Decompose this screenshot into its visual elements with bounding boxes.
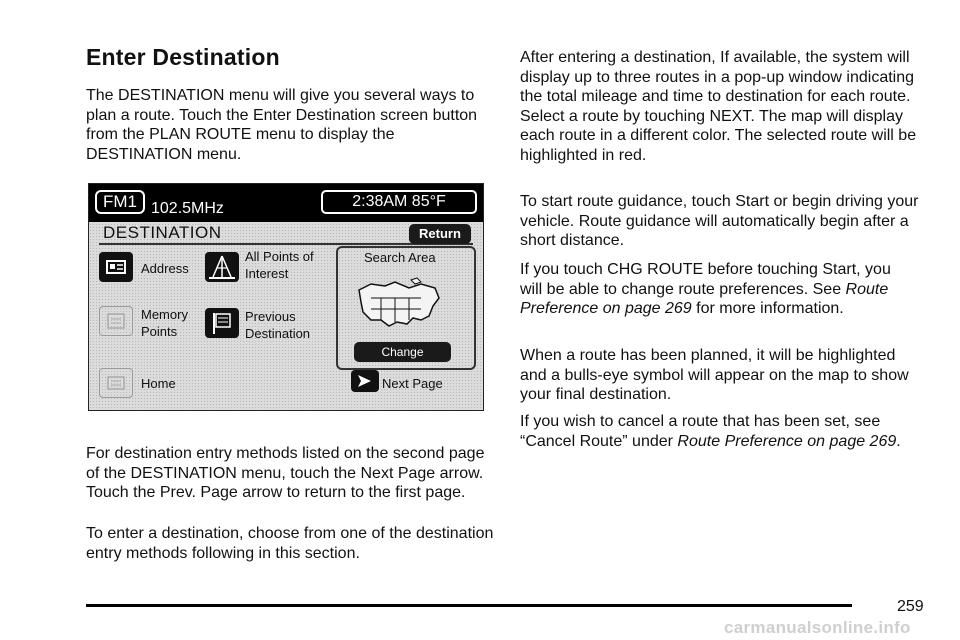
home-button[interactable]	[99, 368, 133, 398]
previous-label-line2: Destination	[245, 326, 311, 341]
memory-label	[141, 306, 188, 340]
planned-paragraph: When a route has been planned, it will be highlighted and a bulls-eye symbol will appear on the map to show your final destination.	[520, 347, 909, 403]
search-area-label: Search Area	[364, 250, 436, 265]
home-label: Home	[141, 376, 176, 391]
status-bar	[89, 184, 483, 222]
menu-title: DESTINATION	[103, 223, 222, 242]
points-of-interest-button[interactable]	[205, 252, 239, 282]
band-button[interactable]: FM1	[95, 190, 145, 214]
next-page-label: Next Page	[382, 376, 443, 391]
return-button[interactable]: Return	[409, 224, 471, 244]
cancel-reference: Route Preference on page 269	[677, 432, 897, 450]
destination-screen	[88, 183, 484, 411]
intro-paragraph: The DESTINATION menu will give you several ways to plan a route. Touch the Enter Destination screen button from the PLAN ROUTE menu to display the DESTINATION menu.	[86, 87, 478, 163]
poi-label	[245, 248, 314, 282]
page-title: Enter Destination	[86, 44, 280, 70]
previous-destination-button[interactable]	[205, 308, 239, 338]
page-number: 259	[897, 598, 924, 615]
frequency-readout: 102.5MHz	[151, 200, 224, 217]
flag-icon	[205, 308, 239, 338]
cancel-paragraph	[520, 412, 910, 451]
address-label: Address	[141, 261, 189, 276]
arrow-right-icon	[351, 370, 379, 392]
cancel-text: If you wish to cancel a route that has been set, see “Cancel Route” under	[520, 413, 881, 450]
memory-label-line1: Memory	[141, 307, 188, 322]
north-america-map-icon	[351, 276, 447, 336]
chg-route-text-end: for more information.	[696, 300, 844, 317]
chg-route-paragraph	[520, 260, 910, 319]
address-button[interactable]	[99, 252, 133, 282]
address-icon	[99, 252, 133, 282]
routes-paragraph: After entering a destination, If available, the system will display up to three routes in a pop-up window indicating the total mileage and time to destination for each route. Select a route by touching NEXT. The map will display each route in a different color. The selected route will be highlighted in red.	[520, 49, 917, 164]
previous-label-line1: Previous	[245, 309, 296, 324]
second-page-paragraph: For destination entry methods listed on the second page of the DESTINATION menu, touch the Next Page arrow. Touch the Prev. Page arrow to return to the first page.	[86, 445, 485, 501]
home-icon	[100, 369, 132, 397]
landmark-icon	[205, 252, 239, 282]
poi-label-line1: All Points of	[245, 249, 314, 264]
memory-points-button[interactable]	[99, 306, 133, 336]
memory-icon	[100, 307, 132, 335]
poi-label-line2: Interest	[245, 266, 289, 281]
memory-label-line2: Points	[141, 324, 178, 339]
entry-method-paragraph: To enter a destination, choose from one of the destination entry methods following in this section.	[86, 525, 494, 562]
chg-route-reference: Route Preference on page 269	[520, 280, 889, 317]
change-button[interactable]: Change	[354, 342, 451, 362]
footer-rule	[86, 604, 852, 607]
previous-label	[245, 308, 310, 342]
time-temperature-readout: 2:38AM 85°F	[321, 190, 477, 214]
chg-route-text: If you touch CHG ROUTE before touching Start, you will be able to change route preferences. See	[520, 261, 891, 298]
guidance-paragraph: To start route guidance, touch Start or begin driving your vehicle. Route guidance will automatically begin after a short distance.	[520, 193, 919, 249]
watermark: carmanualsonline.info	[724, 618, 911, 637]
cancel-text-end: .	[896, 432, 901, 450]
next-page-button[interactable]	[351, 370, 379, 392]
